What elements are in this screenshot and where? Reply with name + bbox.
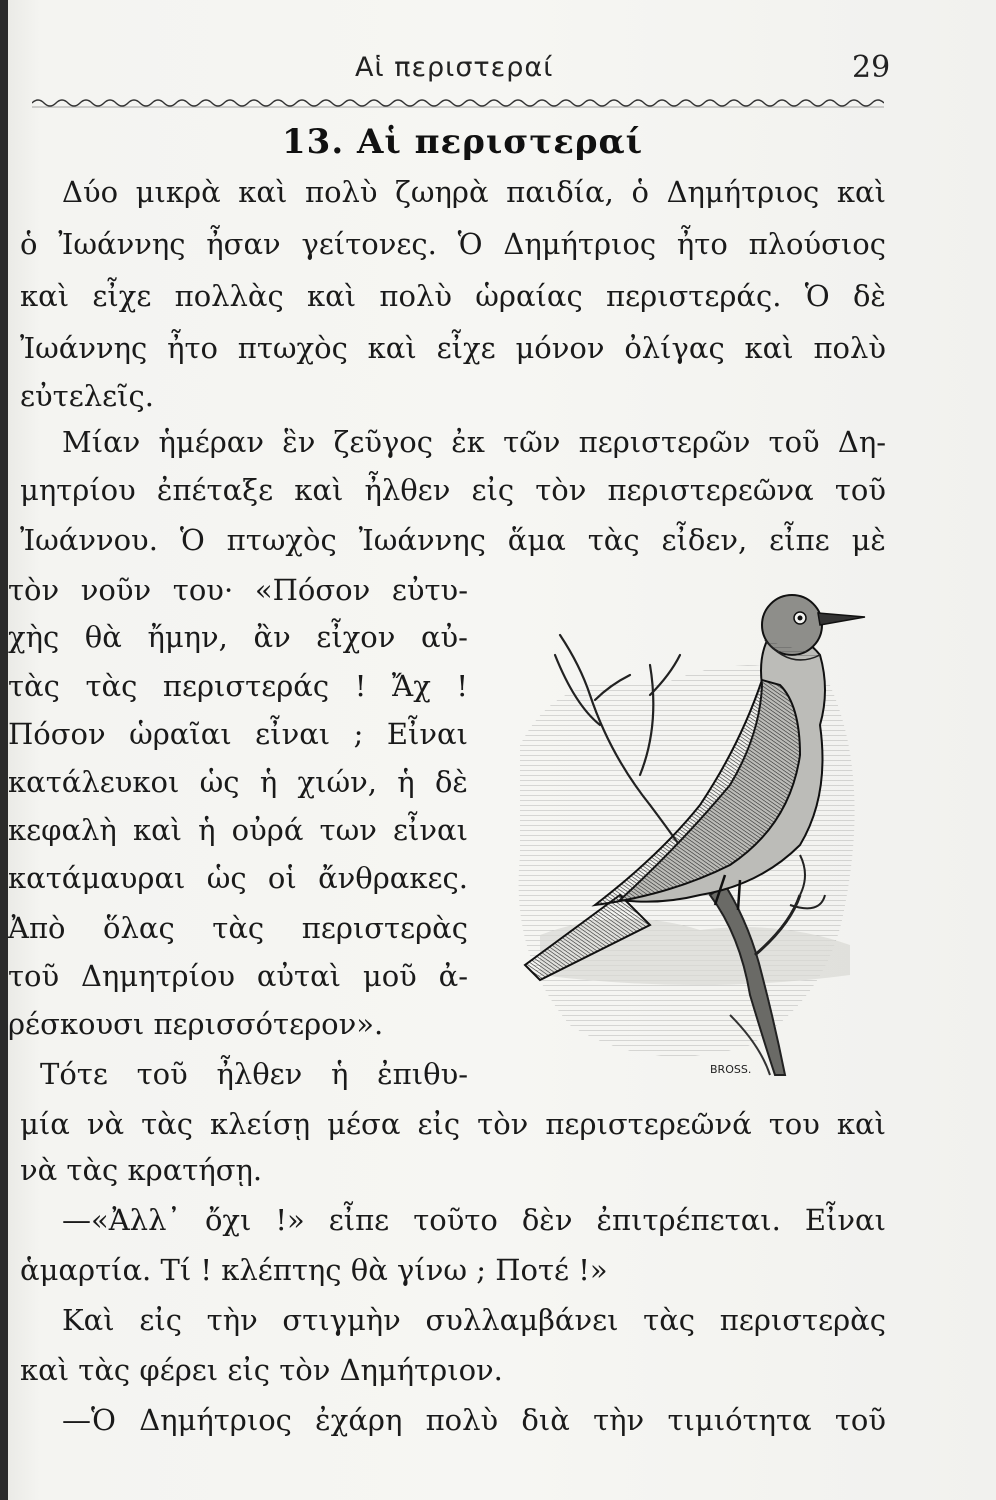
text-line: τὰς τὰς περιστεράς ! Ἄχ ! [8,669,468,703]
text-line: Τότε τοῦ ἦλθεν ἡ ἐπιθυ- [40,1057,468,1091]
text-line: Ἀπὸ ὅλας τὰς περιστερὰς [8,911,468,945]
text-line: τὸν νοῦν του· «Πόσον εὐτυ- [8,573,468,607]
text-line: ἁμαρτία. Τί ! κλέπτης θὰ γίνω ; Ποτέ !» [20,1253,608,1287]
text-line: μία νὰ τὰς κλείσῃ μέσα εἰς τὸν περιστερεῶνά του καὶ [20,1107,886,1141]
text-line: Ἰωάννου. Ὁ πτωχὸς Ἰωάννης ἅμα τὰς εἶδεν, εἶπε μὲ [20,523,886,557]
page-spine-edge [0,0,8,1500]
svg-text:BROSS.: BROSS. [710,1063,752,1076]
text-line: Πόσον ὡραῖαι εἶναι ; Εἶναι [8,717,468,751]
text-line: κατάλευκοι ὡς ἡ χιών, ἡ δὲ [8,765,468,799]
chapter-title: 13. Αἱ περιστεραί [282,122,644,162]
text-line: νὰ τὰς κρατήσῃ. [20,1153,263,1187]
pigeon-illustration [500,575,885,1085]
running-header-title: Αἱ περιστεραί [355,52,554,83]
text-line: χὴς θὰ ἤμην, ἂν εἶχον αὐ- [8,620,468,654]
page-number: 29 [852,50,891,85]
text-line: ὁ Ἰωάννης ἦσαν γείτονες. Ὁ Δημήτριος ἦτο πλούσιος [20,227,886,261]
text-line: εὐτελεῖς. [20,379,154,413]
text-line: —«Ἀλλ᾽ ὄχι !» εἶπε τοῦτο δὲν ἐπιτρέπεται. Εἶναι [62,1203,886,1237]
text-line: κεφαλὴ καὶ ἡ οὐρά των εἶναι [8,813,468,847]
text-line: Μίαν ἡμέραν ἓν ζεῦγος ἐκ τῶν περιστερῶν τοῦ Δη- [62,425,886,459]
text-line: Ἰωάννης ἦτο πτωχὸς καὶ εἶχε μόνον ὀλίγας καὶ πολὺ [20,331,886,365]
text-line: Δύο μικρὰ καὶ πολὺ ζωηρὰ παιδία, ὁ Δημήτριος καὶ [62,175,886,209]
text-line: κατάμαυραι ὡς οἱ ἄνθρακες. [8,861,468,895]
text-line: ρέσκουσι περισσότερον». [8,1007,384,1041]
text-line: μητρίου ἐπέταξε καὶ ἦλθεν εἰς τὸν περιστερεῶνα τοῦ [20,473,886,507]
text-line: Καὶ εἰς τὴν στιγμὴν συλλαμβάνει τὰς περιστερὰς [62,1303,886,1337]
text-line: καὶ εἶχε πολλὰς καὶ πολὺ ὡραίας περιστεράς. Ὁ δὲ [20,279,886,313]
decorative-wavy-rule [32,96,884,110]
text-line: καὶ τὰς φέρει εἰς τὸν Δημήτριον. [20,1353,503,1387]
text-line: τοῦ Δημητρίου αὐταὶ μοῦ ἀ- [8,959,468,993]
text-line: —Ὁ Δημήτριος ἐχάρη πολὺ διὰ τὴν τιμιότητα τοῦ [62,1403,886,1437]
